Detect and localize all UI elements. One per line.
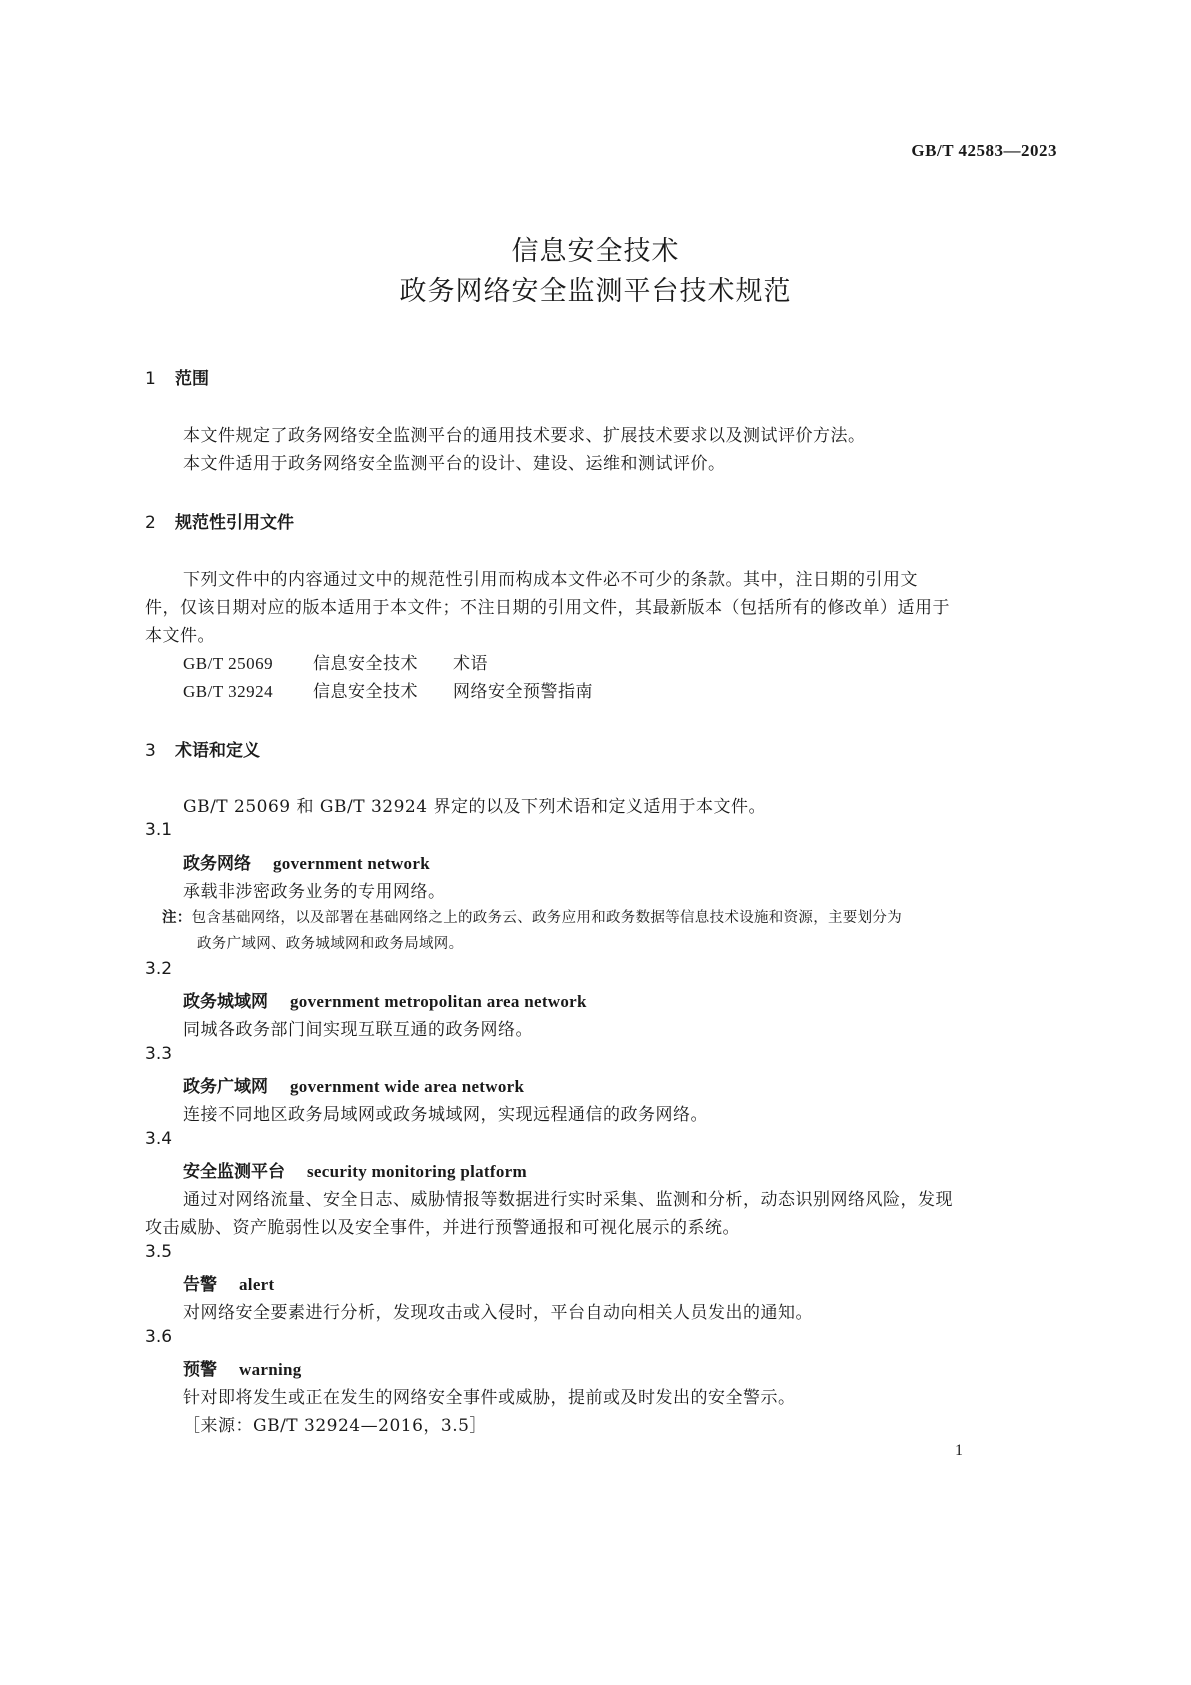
title-line-2: 政务网络安全监测平台技术规范	[399, 276, 792, 307]
section-title: 术语和定义	[175, 741, 260, 761]
term-en: government wide area network	[290, 1077, 525, 1096]
standard-code: GB/T 42583—2023	[911, 141, 1057, 160]
section-2-heading	[145, 508, 294, 533]
term-cn: 告警	[183, 1275, 217, 1295]
term-definition: 承载非涉密政务业务的专用网络。	[183, 882, 446, 902]
page-number: 1	[955, 1442, 963, 1459]
term-number: 3.4	[145, 1129, 173, 1149]
section-number: 1	[145, 369, 156, 389]
section-title: 范围	[175, 369, 209, 389]
term-number: 3.5	[145, 1242, 173, 1262]
term-definition: 针对即将发生或正在发生的网络安全事件或威胁，提前或及时发出的安全警示。	[183, 1388, 796, 1408]
reference-code: GB/T 25069	[183, 654, 274, 673]
term-cn: 安全监测平台	[183, 1162, 285, 1182]
reference-title-part-2: 术语	[453, 654, 488, 674]
term-definition: 同城各政务部门间实现互联互通的政务网络。	[183, 1020, 533, 1040]
term-en: government network	[273, 854, 430, 873]
term-heading	[183, 1157, 527, 1182]
section-number: 2	[145, 513, 156, 533]
term-en: government metropolitan area network	[290, 992, 587, 1011]
term-en: warning	[239, 1360, 302, 1379]
term-cn: 预警	[183, 1360, 217, 1380]
reference-title-part-1: 信息安全技术	[313, 654, 418, 674]
section-title: 规范性引用文件	[175, 513, 294, 533]
term-note	[162, 906, 902, 927]
term-heading	[183, 1072, 524, 1097]
section-1-heading	[145, 364, 209, 389]
term-note-line-2: 政务广域网、政务城域网和政务局域网。	[197, 936, 464, 952]
term-definition: 连接不同地区政务局域网或政务城域网，实现远程通信的政务网络。	[183, 1105, 708, 1125]
reference-title-part-1: 信息安全技术	[313, 682, 418, 702]
section-2-para-line-1: 下列文件中的内容通过文中的规范性引用而构成本文件必不可少的条款。其中，注日期的引用文	[183, 570, 918, 590]
term-cn: 政务广域网	[183, 1077, 268, 1097]
term-number: 3.1	[145, 820, 173, 840]
reference-code: GB/T 32924	[183, 682, 274, 701]
term-heading	[183, 987, 587, 1012]
term-definition-line-2: 攻击威胁、资产脆弱性以及安全事件，并进行预警通报和可视化展示的系统。	[145, 1218, 740, 1238]
term-en: alert	[239, 1275, 275, 1294]
reference-item	[183, 677, 593, 702]
term-number: 3.2	[145, 959, 173, 979]
term-heading	[183, 1355, 302, 1380]
title-line-1: 信息安全技术	[511, 236, 680, 267]
note-label: 注：	[162, 910, 192, 926]
section-3-intro: GB/T 25069 和 GB/T 32924 界定的以及下列术语和定义适用于本文件。	[183, 797, 766, 817]
term-number: 3.6	[145, 1327, 173, 1347]
term-cn: 政务网络	[183, 854, 251, 874]
section-3-heading	[145, 736, 260, 761]
note-line-1: 包含基础网络，以及部署在基础网络之上的政务云、政务应用和政务数据等信息技术设施和资源，主要划分为	[191, 910, 903, 926]
section-2-para-line-3: 本文件。	[145, 626, 215, 646]
section-2-para-line-2: 件，仅该日期对应的版本适用于本文件；不注日期的引用文件，其最新版本（包括所有的修改单）适用于	[145, 598, 950, 618]
term-heading	[183, 1270, 274, 1295]
term-en: security monitoring platform	[307, 1162, 527, 1181]
term-definition-line-1: 通过对网络流量、安全日志、威胁情报等数据进行实时采集、监测和分析，动态识别网络风险，发现	[183, 1190, 953, 1210]
reference-title-part-2: 网络安全预警指南	[453, 682, 593, 702]
section-number: 3	[145, 741, 156, 761]
section-1-para-2: 本文件适用于政务网络安全监测平台的设计、建设、运维和测试评价。	[183, 454, 726, 474]
term-heading	[183, 849, 430, 874]
reference-item	[183, 649, 488, 674]
term-definition: 对网络安全要素进行分析，发现攻击或入侵时，平台自动向相关人员发出的通知。	[183, 1303, 813, 1323]
term-cn: 政务城域网	[183, 992, 268, 1012]
term-number: 3.3	[145, 1044, 173, 1064]
section-1-para-1: 本文件规定了政务网络安全监测平台的通用技术要求、扩展技术要求以及测试评价方法。	[183, 426, 866, 446]
term-source: ［来源：GB/T 32924—2016，3.5］	[183, 1416, 487, 1436]
